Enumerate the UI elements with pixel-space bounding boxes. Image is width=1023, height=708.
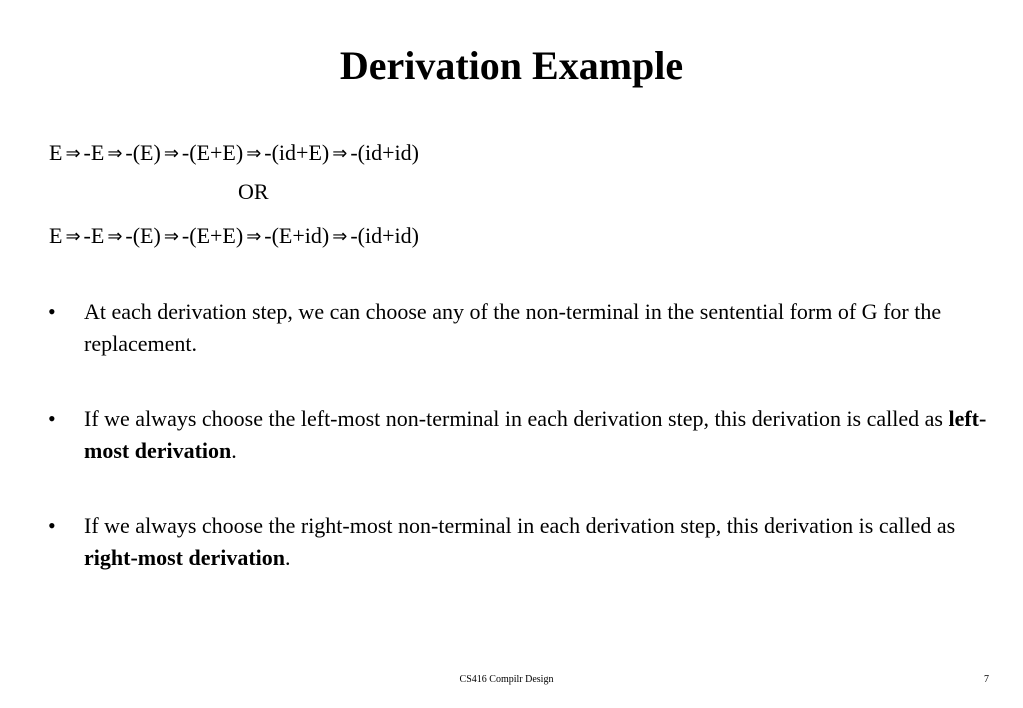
implies-arrow-icon: ⇒ <box>107 226 123 247</box>
derivation-sequence-1 <box>49 140 419 167</box>
bullet-point-choice <box>48 296 998 360</box>
footer-page-number: 7 <box>984 674 989 685</box>
bullet-point-right-most <box>48 510 998 574</box>
implies-arrow-icon: ⇒ <box>246 226 262 247</box>
derivation-step: E <box>49 223 63 248</box>
derivation-step: -(id+id) <box>350 140 419 165</box>
derivation-step: -E <box>83 223 105 248</box>
footer-course-name: CS416 Compilr Design <box>459 674 554 685</box>
bullet-icon: • <box>48 406 56 431</box>
implies-arrow-icon: ⇒ <box>107 143 123 164</box>
bullet-point-left-most <box>48 403 998 467</box>
bullet-text-before: If we always choose the left-most non-terminal in each derivation step, this derivation is called as <box>84 406 949 431</box>
bullet-text-after: . <box>231 438 237 463</box>
bullet-text <box>84 403 998 467</box>
derivation-step: -(E+E) <box>181 223 244 248</box>
implies-arrow-icon: ⇒ <box>332 226 348 247</box>
derivation-step: E <box>49 140 63 165</box>
implies-arrow-icon: ⇒ <box>65 226 81 247</box>
implies-arrow-icon: ⇒ <box>163 226 179 247</box>
bullet-term-left-most: left-most derivation <box>84 406 987 463</box>
derivation-step: -(E) <box>125 140 161 165</box>
derivation-step: -(E+id) <box>264 223 330 248</box>
derivation-step: -(id+E) <box>264 140 330 165</box>
derivation-step: -(E+E) <box>181 140 244 165</box>
slide-title: Derivation Example <box>339 43 684 88</box>
implies-arrow-icon: ⇒ <box>163 143 179 164</box>
implies-arrow-icon: ⇒ <box>65 143 81 164</box>
bullet-text-before: If we always choose the right-most non-terminal in each derivation step, this derivation is called as <box>84 513 956 538</box>
or-separator: OR <box>238 179 269 204</box>
derivation-step: -E <box>83 140 105 165</box>
implies-arrow-icon: ⇒ <box>246 143 262 164</box>
bullet-text <box>84 510 998 574</box>
derivation-step: -(id+id) <box>350 223 419 248</box>
derivation-sequence-2 <box>49 223 419 250</box>
bullet-text: At each derivation step, we can choose any of the non-terminal in the sentential form of G for the replacement. <box>84 299 942 356</box>
bullet-icon: • <box>48 513 56 538</box>
bullet-icon: • <box>48 299 56 324</box>
implies-arrow-icon: ⇒ <box>332 143 348 164</box>
derivation-step: -(E) <box>125 223 161 248</box>
bullet-text-after: . <box>285 545 291 570</box>
bullet-term-right-most: right-most derivation <box>84 545 286 570</box>
